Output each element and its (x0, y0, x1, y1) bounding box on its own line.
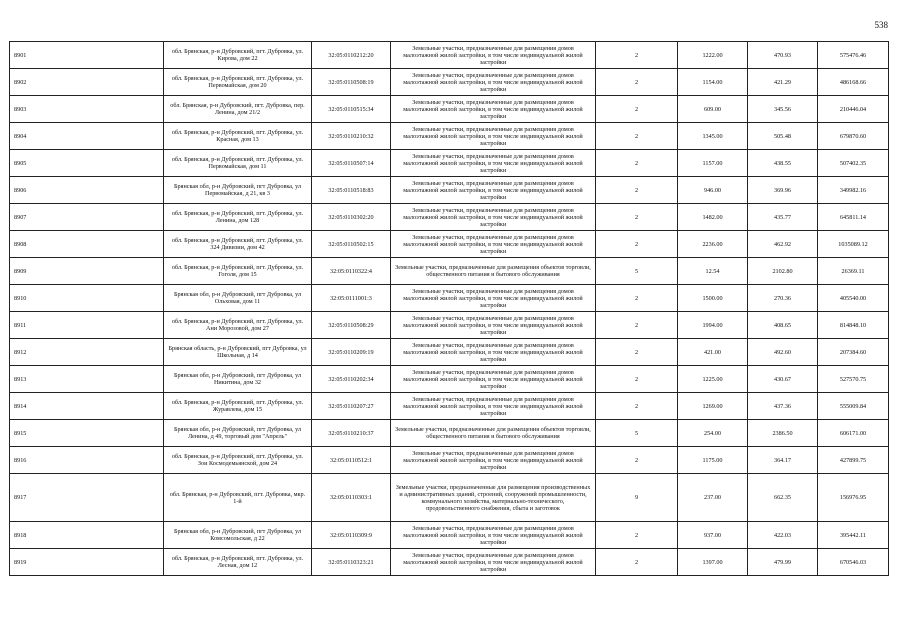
area-cell: 946.00 (678, 177, 748, 204)
area-cell: 237.00 (678, 474, 748, 522)
specific-value-cell: 492.60 (748, 339, 818, 366)
area-cell: 1222.00 (678, 42, 748, 69)
specific-value-cell: 422.03 (748, 522, 818, 549)
address-cell: обл. Брянская, р-н Дубровский, пгт. Дубровка, ул. Первомайская, дом 11 (164, 150, 312, 177)
table-row (10, 549, 889, 576)
group-number-cell: 9 (596, 474, 678, 522)
permitted-use-cell: Земельные участки, предназначенные для размещения объектов торговли, общественного питания и бытового обслуживания (391, 258, 596, 285)
group-number-cell: 2 (596, 312, 678, 339)
area-cell: 421.00 (678, 339, 748, 366)
table-row (10, 177, 889, 204)
cadastral-value-cell: 210446.04 (818, 96, 889, 123)
cadastral-value-cell: 26369.11 (818, 258, 889, 285)
table-body (10, 42, 889, 576)
cadastral-number-cell: 32:05:0110209:19 (312, 339, 391, 366)
permitted-use-cell: Земельные участки, предназначенные для размещения домов малоэтажной жилой застройки, в том числе индивидуальной жилой застройки (391, 42, 596, 69)
cadastral-value-cell: 670546.03 (818, 549, 889, 576)
row-number: 8911 (10, 312, 164, 339)
table-row (10, 258, 889, 285)
specific-value-cell: 364.17 (748, 447, 818, 474)
address-cell: обл. Брянская, р-н Дубровский, пгт. Дубровка, ул. Зои Космодемьянской, дом 24 (164, 447, 312, 474)
cadastral-value-cell: 527570.75 (818, 366, 889, 393)
area-cell: 1175.00 (678, 447, 748, 474)
address-cell: обл. Брянская, р-н Дубровский, пгт. Дубровка, пер. Ленина, дом 21/2 (164, 96, 312, 123)
specific-value-cell: 662.35 (748, 474, 818, 522)
area-cell: 2236.00 (678, 231, 748, 258)
row-number: 8910 (10, 285, 164, 312)
permitted-use-cell: Земельные участки, предназначенные для размещения домов малоэтажной жилой застройки, в том числе индивидуальной жилой застройки (391, 69, 596, 96)
address-cell: Брянская обл, р-н Дубровский, пгт Дубровка, ул Ольховая, дом 11 (164, 285, 312, 312)
row-number: 8908 (10, 231, 164, 258)
cadastral-number-cell: 32:05:0110518:83 (312, 177, 391, 204)
table-row (10, 204, 889, 231)
permitted-use-cell: Земельные участки, предназначенные для размещения производственных и административных зданий, строений, сооружений промышленности, коммунального хозяйства, материально-технического, продовольственного снабжения, сбыта и заготовок (391, 474, 596, 522)
table-row (10, 123, 889, 150)
group-number-cell: 2 (596, 366, 678, 393)
cadastral-value-cell: 395442.11 (818, 522, 889, 549)
permitted-use-cell: Земельные участки, предназначенные для размещения домов малоэтажной жилой застройки, в том числе индивидуальной жилой застройки (391, 231, 596, 258)
area-cell: 609.00 (678, 96, 748, 123)
permitted-use-cell: Земельные участки, предназначенные для размещения домов малоэтажной жилой застройки, в том числе индивидуальной жилой застройки (391, 549, 596, 576)
table-row (10, 150, 889, 177)
cadastral-value-cell: 555009.84 (818, 393, 889, 420)
group-number-cell: 2 (596, 204, 678, 231)
cadastral-value-cell: 427899.75 (818, 447, 889, 474)
area-cell: 1225.00 (678, 366, 748, 393)
table-row (10, 69, 889, 96)
specific-value-cell: 421.29 (748, 69, 818, 96)
group-number-cell: 2 (596, 42, 678, 69)
group-number-cell: 2 (596, 339, 678, 366)
row-number: 8905 (10, 150, 164, 177)
row-number: 8906 (10, 177, 164, 204)
address-cell: Брянская обл, р-н Дубровский, пгт Дубровка, ул Комсомольская, д 22 (164, 522, 312, 549)
row-number: 8918 (10, 522, 164, 549)
cadastral-value-cell: 405540.00 (818, 285, 889, 312)
table-row (10, 447, 889, 474)
permitted-use-cell: Земельные участки, предназначенные для размещения домов малоэтажной жилой застройки, в том числе индивидуальной жилой застройки (391, 366, 596, 393)
permitted-use-cell: Земельные участки, предназначенные для размещения домов малоэтажной жилой застройки, в том числе индивидуальной жилой застройки (391, 204, 596, 231)
group-number-cell: 2 (596, 393, 678, 420)
address-cell: обл. Брянская, р-н Дубровский, пгт. Дубровка, ул. Ани Морозовой, дом 27 (164, 312, 312, 339)
permitted-use-cell: Земельные участки, предназначенные для размещения домов малоэтажной жилой застройки, в том числе индивидуальной жилой застройки (391, 150, 596, 177)
cadastral-number-cell: 32:05:0110322:4 (312, 258, 391, 285)
area-cell: 254.00 (678, 420, 748, 447)
specific-value-cell: 470.93 (748, 42, 818, 69)
cadastral-number-cell: 32:05:0110302:20 (312, 204, 391, 231)
cadastral-number-cell: 32:05:0110508:29 (312, 312, 391, 339)
address-cell: обл. Брянская, р-н Дубровский, пгт. Дубровка, ул. Кирова, дом 22 (164, 42, 312, 69)
cadastral-value-cell: 575476.46 (818, 42, 889, 69)
cadastral-value-cell: 1035089.12 (818, 231, 889, 258)
permitted-use-cell: Земельные участки, предназначенные для размещения домов малоэтажной жилой застройки, в том числе индивидуальной жилой застройки (391, 312, 596, 339)
area-cell: 937.00 (678, 522, 748, 549)
table-row (10, 420, 889, 447)
row-number: 8916 (10, 447, 164, 474)
row-number: 8914 (10, 393, 164, 420)
table-row (10, 96, 889, 123)
group-number-cell: 2 (596, 150, 678, 177)
table-row (10, 312, 889, 339)
permitted-use-cell: Земельные участки, предназначенные для размещения объектов торговли, общественного питания и бытового обслуживания (391, 420, 596, 447)
group-number-cell: 2 (596, 447, 678, 474)
permitted-use-cell: Земельные участки, предназначенные для размещения домов малоэтажной жилой застройки, в том числе индивидуальной жилой застройки (391, 285, 596, 312)
address-cell: обл. Брянская, р-н Дубровский, пгт. Дубровка, ул. 324 Дивизии, дом 42 (164, 231, 312, 258)
specific-value-cell: 2386.50 (748, 420, 818, 447)
address-cell: обл. Брянская, р-н Дубровский, пгт. Дубровка, ул. Гоголя, дом 15 (164, 258, 312, 285)
cadastral-value-cell: 507402.35 (818, 150, 889, 177)
permitted-use-cell: Земельные участки, предназначенные для размещения домов малоэтажной жилой застройки, в том числе индивидуальной жилой застройки (391, 447, 596, 474)
address-cell: обл. Брянская, р-н Дубровский, пгт. Дубровка, ул. Красная, дом 13 (164, 123, 312, 150)
row-number: 8904 (10, 123, 164, 150)
area-cell: 1397.00 (678, 549, 748, 576)
area-cell: 1500.00 (678, 285, 748, 312)
area-cell: 1994.00 (678, 312, 748, 339)
row-number: 8915 (10, 420, 164, 447)
group-number-cell: 2 (596, 285, 678, 312)
permitted-use-cell: Земельные участки, предназначенные для размещения домов малоэтажной жилой застройки, в том числе индивидуальной жилой застройки (391, 393, 596, 420)
row-number: 8912 (10, 339, 164, 366)
group-number-cell: 5 (596, 258, 678, 285)
cadastral-value-cell: 814848.10 (818, 312, 889, 339)
address-cell: Брянская обл, р-н Дубровский, пгт Дубровка, ул Первомайская, д 21, кв 3 (164, 177, 312, 204)
cadastral-value-cell: 606171.00 (818, 420, 889, 447)
table-row (10, 42, 889, 69)
group-number-cell: 2 (596, 522, 678, 549)
address-cell: Брянская область, р-н Дубровский, пгт Дубровка, ул Школьная, д 14 (164, 339, 312, 366)
specific-value-cell: 435.77 (748, 204, 818, 231)
table-row (10, 393, 889, 420)
group-number-cell: 2 (596, 549, 678, 576)
area-cell: 1482.00 (678, 204, 748, 231)
table-row (10, 339, 889, 366)
address-cell: обл. Брянская, р-н Дубровский, пгт. Дубровка, ул. Журавлева, дом 15 (164, 393, 312, 420)
address-cell: обл. Брянская, р-н Дубровский, пгт. Дубровка, ул. Ленина, дом 128 (164, 204, 312, 231)
permitted-use-cell: Земельные участки, предназначенные для размещения домов малоэтажной жилой застройки, в том числе индивидуальной жилой застройки (391, 123, 596, 150)
address-cell: Брянская обл, р-н Дубровский, пгт Дубровка, ул Ленина, д 49, торговый дом "Апрель" (164, 420, 312, 447)
page-number: 538 (874, 20, 888, 30)
cadastral-number-cell: 32:05:0110309:9 (312, 522, 391, 549)
cadastral-value-cell: 645811.14 (818, 204, 889, 231)
address-cell: Брянская обл, р-н Дубровский, пгт Дубровка, ул Никитина, дом 32 (164, 366, 312, 393)
specific-value-cell: 270.36 (748, 285, 818, 312)
cadastral-number-cell: 32:05:0110515:34 (312, 96, 391, 123)
cadastral-number-cell: 32:05:0110303:1 (312, 474, 391, 522)
row-number: 8913 (10, 366, 164, 393)
area-cell: 1157.00 (678, 150, 748, 177)
row-number: 8901 (10, 42, 164, 69)
group-number-cell: 2 (596, 231, 678, 258)
cadastral-number-cell: 32:05:0110210:37 (312, 420, 391, 447)
specific-value-cell: 505.48 (748, 123, 818, 150)
row-number: 8917 (10, 474, 164, 522)
table-row (10, 522, 889, 549)
area-cell: 12.54 (678, 258, 748, 285)
cadastral-number-cell: 32:05:0110512:1 (312, 447, 391, 474)
permitted-use-cell: Земельные участки, предназначенные для размещения домов малоэтажной жилой застройки, в том числе индивидуальной жилой застройки (391, 96, 596, 123)
cadastral-value-cell: 679870.60 (818, 123, 889, 150)
cadastral-number-cell: 32:05:0110210:32 (312, 123, 391, 150)
area-cell: 1154.00 (678, 69, 748, 96)
cadastral-number-cell: 32:05:0110508:19 (312, 69, 391, 96)
address-cell: обл. Брянская, р-н Дубровский, пгт. Дубровка, ул. Лесная, дом 12 (164, 549, 312, 576)
cadastral-value-cell: 486168.66 (818, 69, 889, 96)
permitted-use-cell: Земельные участки, предназначенные для размещения домов малоэтажной жилой застройки, в том числе индивидуальной жилой застройки (391, 177, 596, 204)
cadastral-value-table (9, 41, 889, 576)
cadastral-value-cell: 349982.16 (818, 177, 889, 204)
cadastral-value-cell: 207384.60 (818, 339, 889, 366)
specific-value-cell: 438.55 (748, 150, 818, 177)
cadastral-value-cell: 156976.95 (818, 474, 889, 522)
cadastral-number-cell: 32:05:0110502:15 (312, 231, 391, 258)
specific-value-cell: 369.96 (748, 177, 818, 204)
table-row (10, 366, 889, 393)
specific-value-cell: 345.56 (748, 96, 818, 123)
specific-value-cell: 408.65 (748, 312, 818, 339)
row-number: 8903 (10, 96, 164, 123)
group-number-cell: 2 (596, 177, 678, 204)
area-cell: 1269.00 (678, 393, 748, 420)
table-row (10, 231, 889, 258)
cadastral-number-cell: 32:05:0110202:34 (312, 366, 391, 393)
cadastral-number-cell: 32:05:0110207:27 (312, 393, 391, 420)
specific-value-cell: 2102.80 (748, 258, 818, 285)
area-cell: 1345.00 (678, 123, 748, 150)
permitted-use-cell: Земельные участки, предназначенные для размещения домов малоэтажной жилой застройки, в том числе индивидуальной жилой застройки (391, 339, 596, 366)
group-number-cell: 5 (596, 420, 678, 447)
specific-value-cell: 479.99 (748, 549, 818, 576)
group-number-cell: 2 (596, 69, 678, 96)
row-number: 8909 (10, 258, 164, 285)
row-number: 8902 (10, 69, 164, 96)
specific-value-cell: 437.36 (748, 393, 818, 420)
cadastral-number-cell: 32:05:0110507:14 (312, 150, 391, 177)
group-number-cell: 2 (596, 123, 678, 150)
group-number-cell: 2 (596, 96, 678, 123)
specific-value-cell: 430.67 (748, 366, 818, 393)
cadastral-number-cell: 32:05:0110212:20 (312, 42, 391, 69)
permitted-use-cell: Земельные участки, предназначенные для размещения домов малоэтажной жилой застройки, в том числе индивидуальной жилой застройки (391, 522, 596, 549)
cadastral-number-cell: 32:05:0111001:3 (312, 285, 391, 312)
table-row (10, 285, 889, 312)
row-number: 8907 (10, 204, 164, 231)
cadastral-number-cell: 32:05:0110323:21 (312, 549, 391, 576)
address-cell: обл. Брянская, р-н Дубровский, пгт. Дубровка, мкр. 1-й (164, 474, 312, 522)
specific-value-cell: 462.92 (748, 231, 818, 258)
address-cell: обл. Брянская, р-н Дубровский, пгт. Дубровка, ул. Первомайская, дом 20 (164, 69, 312, 96)
table-row (10, 474, 889, 522)
row-number: 8919 (10, 549, 164, 576)
